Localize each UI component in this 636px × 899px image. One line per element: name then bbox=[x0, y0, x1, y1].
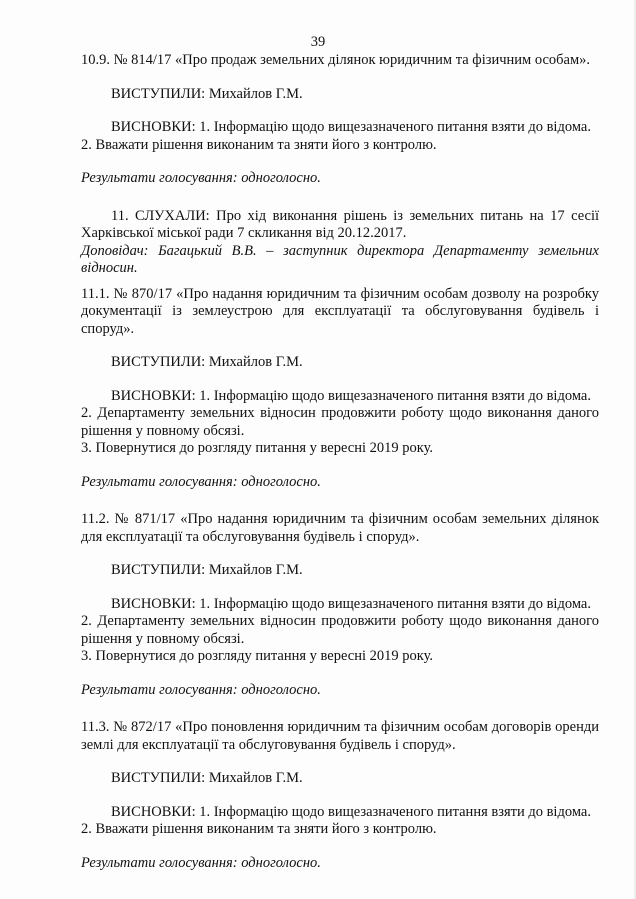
item-conclusion: 2. Вважати рішення виконаним та зняти його з контролю. bbox=[81, 821, 437, 837]
item-heading: 11.1. № 870/17 «Про надання юридичним та фізичним особам дозволу на розробку документації із землеустрою для експлуатації та обслуговування будівель і споруд». bbox=[81, 285, 599, 337]
item-conclusion: 3. Повернутися до розгляду питання у вересні 2019 року. bbox=[81, 648, 433, 664]
item-speakers: ВИСТУПИЛИ: Михайлов Г.М. bbox=[111, 562, 303, 578]
item-speakers: ВИСТУПИЛИ: Михайлов Г.М. bbox=[111, 354, 303, 370]
item-conclusion: 2. Департаменту земельних відносин продовжити роботу щодо виконання даного рішення у повному обсязі. bbox=[81, 613, 599, 647]
item-speakers: ВИСТУПИЛИ: Михайлов Г.М. bbox=[111, 770, 303, 786]
item-conclusion: ВИСНОВКИ: 1. Інформацію щодо вищезазначеного питання взяти до відома. bbox=[111, 803, 591, 820]
vote-result: Результати голосування: одноголосно. bbox=[81, 854, 321, 871]
vote-result: Результати голосування: одноголосно. bbox=[81, 681, 321, 698]
item-conclusion: 2. Вважати рішення виконаним та зняти його з контролю. bbox=[81, 136, 437, 153]
item-heading: 11.3. № 872/17 «Про поновлення юридичним та фізичним особам договорів оренди землі для експлуатації та обслуговування будівель і споруд». bbox=[81, 719, 599, 753]
item-conclusion: 2. Департаменту земельних відносин продовжити роботу щодо виконання даного рішення у повному обсязі. bbox=[81, 405, 599, 439]
item-heading: 10.9. № 814/17 «Про продаж земельних ділянок юридичним та фізичним особам». bbox=[81, 52, 590, 68]
section-heard: 11. СЛУХАЛИ: Про хід виконання рішень із земельних питань на 17 сесії Харківської міської ради 7 скликання від 20.12.2017. bbox=[81, 207, 599, 241]
item-conclusion: ВИСНОВКИ: 1. Інформацію щодо вищезазначеного питання взяти до відома. bbox=[111, 119, 591, 135]
vote-result: Результати голосування: одноголосно. bbox=[81, 473, 321, 490]
item-conclusion: ВИСНОВКИ: 1. Інформацію щодо вищезазначеного питання взяти до відома. bbox=[111, 595, 591, 612]
vote-result: Результати голосування: одноголосно. bbox=[81, 170, 321, 186]
page-number: 39 bbox=[310, 34, 326, 50]
page-content bbox=[81, 52, 599, 872]
section-reporter: Доповідач: Багацький В.В. – заступник директора Департаменту земельних відносин. bbox=[81, 242, 599, 276]
item-conclusion: 3. Повернутися до розгляду питання у вересні 2019 року. bbox=[81, 440, 433, 456]
item-conclusion: ВИСНОВКИ: 1. Інформацію щодо вищезазначеного питання взяти до відома. bbox=[111, 387, 591, 404]
item-speakers: ВИСТУПИЛИ: Михайлов Г.М. bbox=[111, 85, 303, 102]
item-heading: 11.2. № 871/17 «Про надання юридичним та фізичним особам земельних ділянок для експлуатації та обслуговування будівель і споруд». bbox=[81, 511, 599, 545]
